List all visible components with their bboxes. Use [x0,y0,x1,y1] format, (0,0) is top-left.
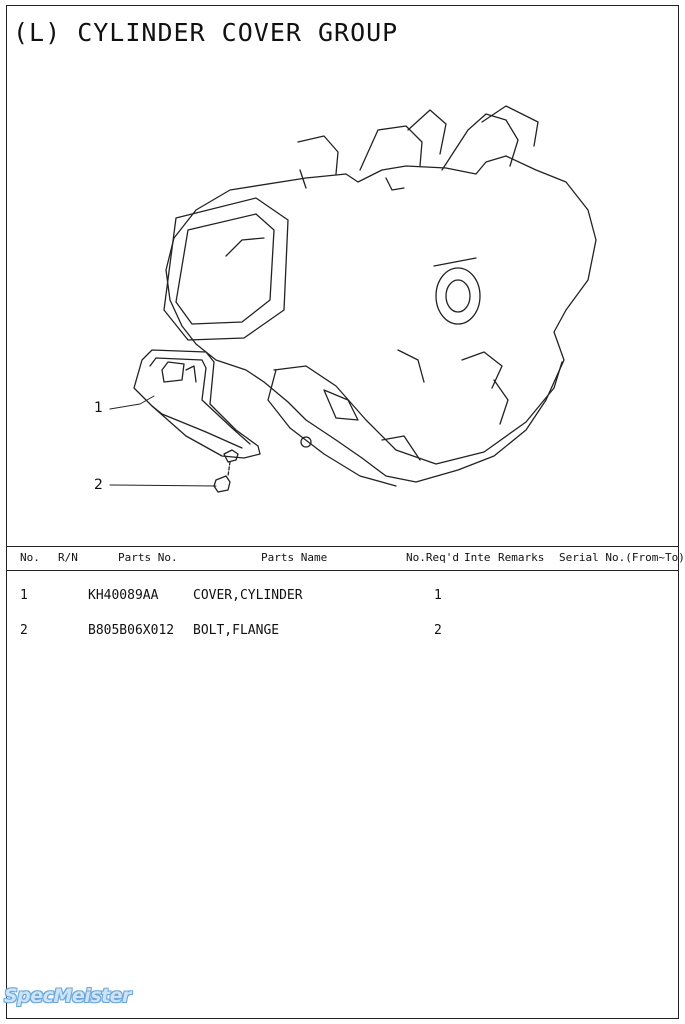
callout-2-leader [110,485,216,486]
row-parts-name: COVER,CYLINDER [193,588,303,603]
callout-1-leader [110,396,154,409]
callout-1-label: 1 [94,400,103,416]
row-no: 2 [20,623,28,638]
row-parts-no: B805B06X012 [88,623,175,638]
header-no: No. [20,551,40,564]
watermark-logo: SpecMeister [4,985,131,1007]
table-top-rule [6,546,679,547]
header-serial: Serial No.(From~To) [559,551,685,564]
header-parts-name: Parts Name [261,551,328,564]
header-remarks: Remarks [498,551,545,564]
table-header-rule [6,570,679,571]
header-inte: Inte [464,551,491,564]
cylinder-cover-part-drawing [134,350,260,458]
header-no-reqd: No.Req'd [406,551,459,564]
row-qty: 1 [434,588,442,603]
header-parts-no: Parts No. [118,551,178,564]
exploded-view-diagram [6,70,678,540]
row-parts-no: KH40089AA [88,588,159,603]
callout-2-label: 2 [94,477,103,493]
row-parts-name: BOLT,FLANGE [193,623,280,638]
row-qty: 2 [434,623,442,638]
header-rn: R/N [58,551,78,564]
page-title: (L) CYLINDER COVER GROUP [13,18,399,47]
engine-block-drawing [164,106,596,486]
row-no: 1 [20,588,28,603]
